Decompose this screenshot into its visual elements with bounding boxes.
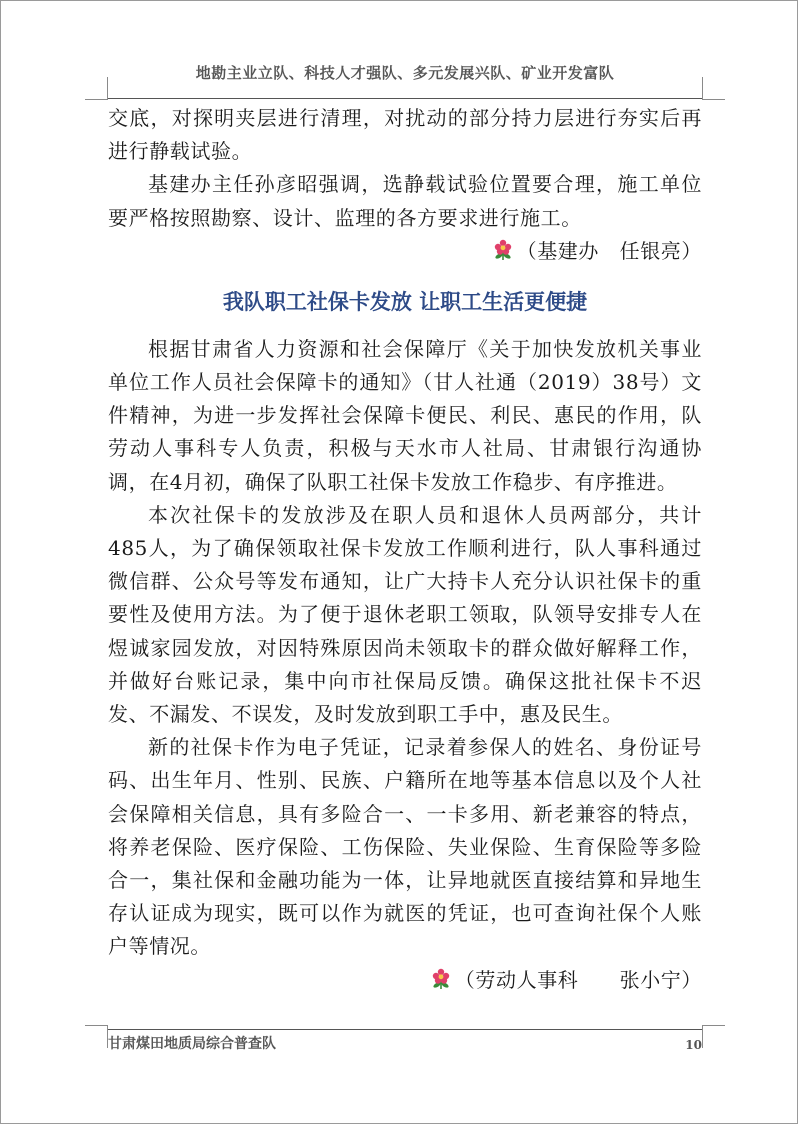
crop-mark-top-left [85, 77, 108, 100]
article-byline [108, 964, 702, 1000]
crop-mark-bottom-left [85, 1025, 108, 1048]
article-paragraph-1: 根据甘肃省人力资源和社会保障厅《关于加快发放机关事业单位工作人员社会保障卡的通知》（甘人社通（2019）38号）文件精神，为进一步发挥社会保障卡便民、利民、惠民的作用，队劳动人事科专人负责，积极与天水市人社局、甘肃银行沟通协调，在4月初，确保了队职工社保卡发放工作稳步、有序推进。 [108, 336, 702, 494]
prev-article-byline-text: （基建办 任银亮） [516, 238, 702, 263]
prev-article-paragraph-1: 交底，对探明夹层进行清理，对扰动的部分持力层进行夯实后再进行静载试验。 [108, 106, 702, 164]
footer-organization: 甘肃煤田地质局综合普查队 [108, 1036, 276, 1052]
running-header: 地勘主业立队、科技人才强队、多元发展兴队、矿业开发富队 [195, 64, 615, 82]
crop-mark-top-right [702, 77, 725, 100]
page-content [108, 102, 702, 1000]
prev-article-paragraph-2: 基建办主任孙彦昭强调，选静载试验位置要合理，施工单位要严格按照勘察、设计、监理的各方要求进行施工。 [108, 172, 702, 230]
page-number: 10 [685, 1038, 702, 1052]
flower-icon [493, 238, 513, 271]
flower-icon [431, 967, 451, 1000]
article-paragraph-3: 新的社保卡作为电子凭证，记录着参保人的姓名、身份证号码、出生年月、性别、民族、户籍所在地等基本信息以及个人社会保障相关信息，具有多险合一、一卡多用、新老兼容的特点，将养老保险、医疗保险、工伤保险、失业保险、生育保险等多险合一，集社保和金融功能为一体，让异地就医直接结算和异地生存认证成为现实，既可以作为就医的凭证，也可查询社保个人账户等情况。 [108, 735, 702, 959]
article-title: 我队职工社保卡发放 让职工生活更便捷 [222, 289, 588, 314]
article-byline-text: （劳动人事科 张小宁） [454, 967, 702, 992]
footer-rule [108, 1029, 702, 1030]
article-paragraph-2: 本次社保卡的发放涉及在职人员和退休人员两部分，共计485人，为了确保领取社保卡发放工作顺利进行，队人事科通过微信群、公众号等发布通知，让广大持卡人充分认识社保卡的重要性及使用方法。为了便于退休老职工领取，队领导安排专人在煜诚家园发放，对因特殊原因尚未领取卡的群众做好解释工作，并做好台账记录，集中向市社保局反馈。确保这批社保卡不迟发、不漏发、不误发，及时发放到职工手中，惠及民生。 [108, 502, 702, 727]
header-rule [108, 98, 702, 99]
prev-article-byline [108, 235, 702, 271]
crop-mark-bottom-right [702, 1025, 725, 1048]
